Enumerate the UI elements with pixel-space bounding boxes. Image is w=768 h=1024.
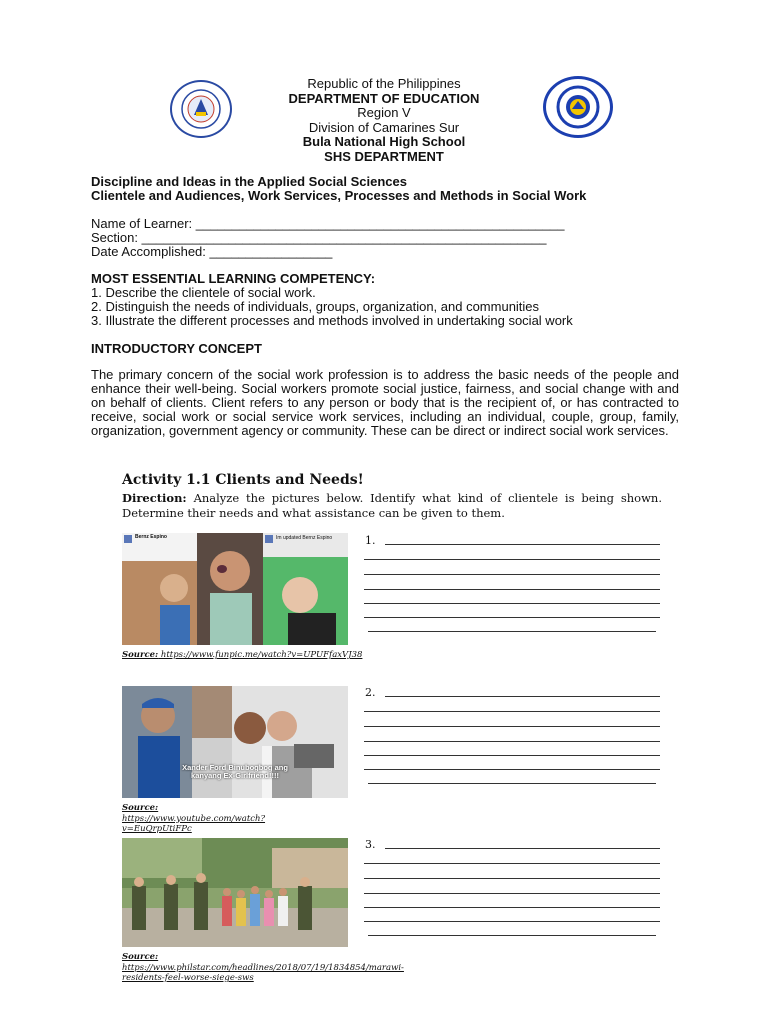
school-line: Bula National High School bbox=[302, 134, 466, 149]
region-line: Region V bbox=[357, 105, 411, 120]
source-1-label: Source: bbox=[122, 650, 159, 660]
competency-item-3: 3. Illustrate the different processes and methods involved in undertaking social work bbox=[91, 313, 573, 328]
photo-1-abused-children bbox=[122, 533, 348, 645]
answer-number-2: 2. bbox=[365, 686, 376, 699]
learner-name-field[interactable]: Name of Learner: ___________________________________________________ bbox=[91, 216, 565, 231]
answer-line[interactable] bbox=[364, 863, 660, 864]
answer-line[interactable] bbox=[368, 935, 656, 936]
division-line: Division of Camarines Sur bbox=[308, 119, 460, 135]
answer-line[interactable] bbox=[364, 603, 660, 604]
photo-2-caption: Xander Ford Binubogbog ang kanyang Ex-Girlfriend!!!! bbox=[182, 763, 288, 780]
answer-line[interactable] bbox=[364, 878, 660, 879]
source-3[interactable] bbox=[122, 952, 404, 984]
answer-number-1: 1. bbox=[365, 534, 376, 547]
direction-text: Analyze the pictures below. Identify what kind of clientele is being shown. Determine their needs and what assistance can be given to them. bbox=[122, 491, 662, 520]
direction-label: Direction: bbox=[122, 491, 187, 505]
answer-line[interactable] bbox=[364, 726, 660, 727]
answer-line[interactable] bbox=[364, 755, 660, 756]
answer-line[interactable] bbox=[364, 559, 660, 560]
answer-line[interactable] bbox=[364, 921, 660, 922]
source-2-url: https://www.youtube.com/watch?v=EuQrpUtiFPc bbox=[122, 813, 266, 834]
source-3-url: https://www.philstar.com/headlines/2018/07/19/1834854/marawi-residents-feel-worse-siege-sws bbox=[122, 962, 404, 983]
department-line: DEPARTMENT OF EDUCATION bbox=[288, 90, 480, 106]
answer-line[interactable] bbox=[364, 907, 660, 908]
competency-heading: MOST ESSENTIAL LEARNING COMPETENCY: bbox=[91, 271, 376, 286]
post-name-2: Im updated Bernz Espino bbox=[276, 535, 333, 541]
answer-line[interactable] bbox=[368, 631, 656, 632]
topic-title: Clientele and Audiences, Work Services, Processes and Methods in Social Work bbox=[91, 188, 587, 203]
date-accomplished-field[interactable]: Date Accomplished: _________________ bbox=[91, 244, 333, 259]
right-seal-text bbox=[0, 0, 1, 1]
post-name-1: Bernz Espino bbox=[135, 534, 167, 540]
section-field[interactable]: Section: ________________________________________________________ bbox=[91, 230, 547, 245]
competency-item-2: 2. Distinguish the needs of individuals, groups, organization, and communities bbox=[91, 299, 540, 314]
photo-2-couple-abuse bbox=[122, 686, 348, 798]
source-2-label: Source: bbox=[122, 803, 159, 813]
subject-title: Discipline and Ideas in the Applied Social Sciences bbox=[91, 174, 407, 189]
activity-direction bbox=[122, 491, 662, 521]
document-header bbox=[0, 77, 768, 164]
source-2[interactable] bbox=[122, 803, 302, 835]
photo-3-marawi-residents bbox=[122, 838, 348, 947]
answer-line[interactable] bbox=[364, 711, 660, 712]
answer-line[interactable] bbox=[385, 696, 660, 697]
intro-heading: INTRODUCTORY CONCEPT bbox=[91, 341, 262, 356]
answer-line[interactable] bbox=[385, 544, 660, 545]
source-3-label: Source: bbox=[122, 952, 159, 962]
answer-line[interactable] bbox=[364, 769, 660, 770]
answer-line[interactable] bbox=[364, 741, 660, 742]
intro-paragraph: The primary concern of the social work profession is to address the basic needs of the people and enhance their well-being. Social workers promote social justice, fairness, and social change with and on behalf of clients. Client refers to any person or body that is the recipient of, or has contracted to receive, social work or social service work services, including an individual, couple, group, family, organization, government agency or community. These can be direct or indirect social work services. bbox=[91, 367, 679, 438]
answer-number-3: 3. bbox=[365, 838, 376, 851]
competency-item-1: 1. Describe the clientele of social work. bbox=[91, 285, 316, 300]
activity-block bbox=[122, 472, 662, 521]
answer-line[interactable] bbox=[385, 848, 660, 849]
republic-line: Republic of the Philippines bbox=[307, 76, 461, 91]
answer-line[interactable] bbox=[364, 589, 660, 590]
source-1[interactable] bbox=[122, 650, 382, 661]
answer-line[interactable] bbox=[364, 617, 660, 618]
answer-line[interactable] bbox=[364, 893, 660, 894]
shs-department-line: SHS DEPARTMENT bbox=[324, 148, 444, 164]
answer-line[interactable] bbox=[368, 783, 656, 784]
activity-title: Activity 1.1 Clients and Needs! bbox=[122, 472, 364, 488]
source-1-url: https://www.funpic.me/watch?v=UPUFfaxVJ38 bbox=[158, 650, 363, 660]
answer-line[interactable] bbox=[364, 574, 660, 575]
